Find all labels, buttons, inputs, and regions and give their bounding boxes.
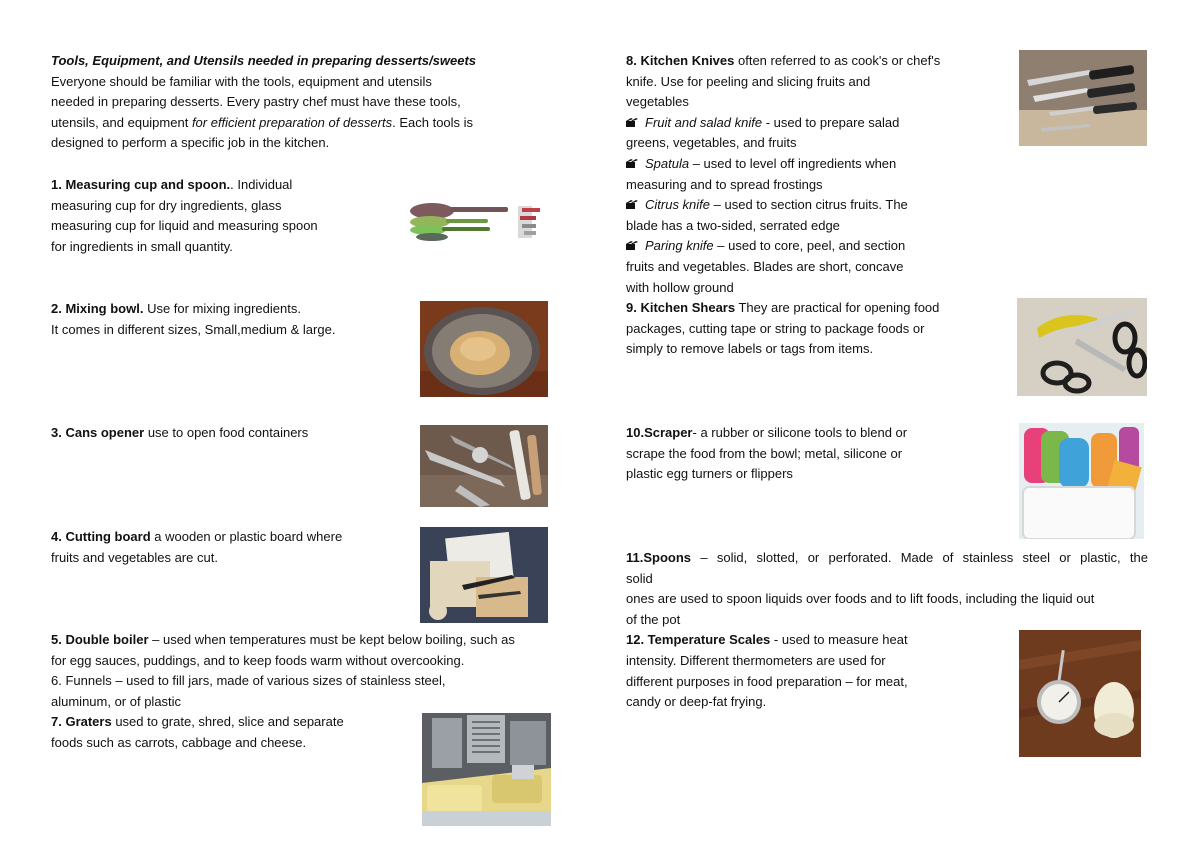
- item-cutting-board: 4. Cutting board a wooden or plastic board where fruits and vegetables are cut.: [51, 529, 343, 565]
- bullet-icon: [626, 241, 638, 250]
- item-scraper: 10.Scraper- a rubber or silicone tools to blend or scrape the food from the bowl; metal, silicone or plastic egg turners or flippers: [626, 425, 908, 482]
- item-title: 4. Cutting board: [51, 529, 151, 544]
- item-title: 7. Graters: [51, 714, 112, 730]
- item-title: 9. Kitchen Shears: [626, 300, 736, 316]
- item-spoons: 11.Spoons – solid, slotted, or perforated. Made of stainless steel or plastic, the solid ones are used to spoon liquids over foods and to lift foods, including the liquid out of the pot 12. Temperature Scales - used to measure heat intensity. Different thermometers are used for different purposes in food preparation – for meat, candy or deep-fat frying.: [626, 550, 1148, 710]
- graters-image: [422, 713, 551, 826]
- sub-item: Spatula – used to level off ingredients when: [626, 154, 986, 175]
- item-title: 3. Cans opener: [51, 425, 145, 440]
- intro-line: utensils, and equipment for efficient preparation of desserts. Each tools is: [51, 114, 474, 130]
- kitchen-knives-image: [1019, 50, 1147, 146]
- item-title: 8. Kitchen Knives: [626, 53, 735, 68]
- mixing-bowl-image: [420, 301, 548, 397]
- item-funnels: aluminum, or of plastic: [51, 693, 182, 709]
- intro-section: [51, 51, 571, 154]
- cans-opener-image: [420, 425, 548, 507]
- bullet-icon: [626, 118, 638, 127]
- item-mixing: 2. Mixing bowl. Use for mixing ingredients. It comes in different sizes, Small,medium & large.: [51, 301, 336, 337]
- item-kitchen-shears: 9. Kitchen Shears They are practical for opening food: [626, 300, 940, 316]
- bullet-icon: [626, 159, 638, 168]
- item-title: 5. Double boiler: [51, 632, 149, 647]
- item-cans-opener: 3. Cans opener use to open food containers: [51, 425, 309, 440]
- item-measuring: 1. Measuring cup and spoon.. Individual measuring cup for dry ingredients, glass measuring cup for liquid and measuring spoon for ingredients in small quantity.: [51, 177, 318, 254]
- sub-item: Paring knife – used to core, peel, and section: [626, 236, 986, 257]
- kitchen-shears-image: [1017, 298, 1147, 396]
- measuring-cups-image: [402, 196, 550, 246]
- item-title: 10.Scraper: [626, 425, 693, 440]
- item-temperature-scales: 12. Temperature Scales - used to measure heat: [626, 632, 908, 648]
- intro-title: Tools, Equipment, and Utensils needed in preparing desserts/sweets: [51, 53, 477, 68]
- item-title: 2. Mixing bowl.: [51, 301, 144, 316]
- item-title: 11.Spoons: [626, 550, 692, 565]
- cutting-board-image: [420, 527, 548, 623]
- sub-item: Citrus knife – used to section citrus fruits. The: [626, 195, 986, 216]
- scraper-image: [1019, 423, 1144, 539]
- item-title: 12. Temperature Scales: [626, 632, 771, 648]
- intro-line: designed to perform a specific job in the kitchen.: [51, 135, 330, 151]
- intro-line: Everyone should be familiar with the tools, equipment and utensils: [51, 73, 432, 89]
- item-kitchen-knives: 8. Kitchen Knives often referred to as cook's or chef's knife. Use for peeling and slicing fruits and vegetables Fruit and salad knife - used to prepare salad greens, vegetables, and fruits Spatula – used to level off ingredients when measuring and to spread frostings Citrus knife – used to section citrus fruits. The blade has a two-sided, serrated edge Paring knife – used to core, peel, and section fruits and vegetables. Blades are short, concave with hollow ground 9. Kitchen Shears They are practical for opening food packages, cutting tape or string to package foods or simply to remove labels or tags from items.: [626, 51, 986, 360]
- item-double-boiler: 5. Double boiler – used when temperatures must be kept below boiling, such as for egg sauces, puddings, and to keep foods warm without overcooking. 6. Funnels – used to fill jars, made of various sizes of stainless steel, aluminum, or of plastic 7. Graters used to grate, shred, slice and separate foods such as carrots, cabbage and cheese.: [51, 630, 571, 754]
- thermometer-image: [1019, 630, 1141, 757]
- item-title: 1. Measuring cup and spoon.: [51, 177, 231, 192]
- item-graters: 7. Graters used to grate, shred, slice and separate: [51, 714, 344, 730]
- intro-line: needed in preparing desserts. Every pastry chef must have these tools,: [51, 94, 461, 110]
- bullet-icon: [626, 200, 638, 209]
- item-funnels: 6. Funnels – used to fill jars, made of various sizes of stainless steel,: [51, 673, 446, 689]
- sub-item: Fruit and salad knife - used to prepare salad: [626, 113, 986, 134]
